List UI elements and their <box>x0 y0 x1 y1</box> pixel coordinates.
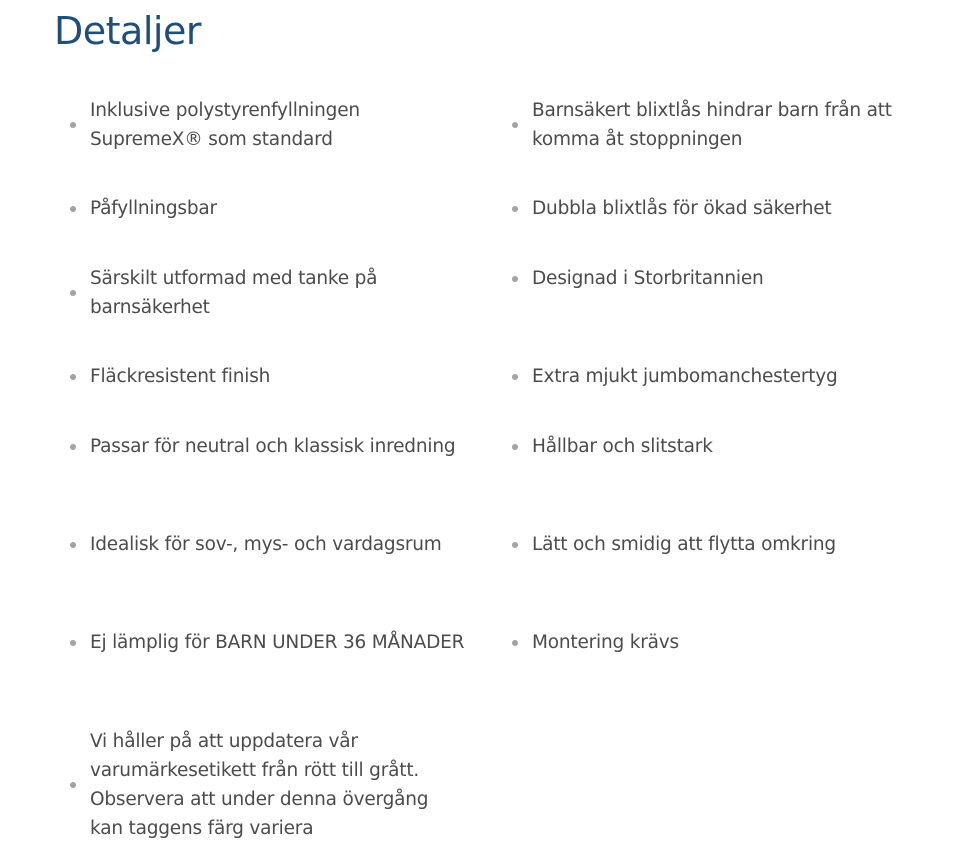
bullet-icon <box>512 444 518 450</box>
detail-text: Extra mjukt jumbomanchestertyg <box>532 366 838 387</box>
bullet-icon <box>512 276 518 282</box>
detail-list-item <box>512 628 952 657</box>
detail-text: Dubbla blixtlås för ökad säkerhet <box>532 198 832 219</box>
detail-list-item <box>512 264 952 293</box>
detail-list-item <box>70 194 470 223</box>
detail-text: Fläckresistent finish <box>90 366 271 387</box>
bullet-icon <box>512 640 518 646</box>
detail-text: Hållbar och slitstark <box>532 436 713 457</box>
detail-list-item <box>512 96 952 154</box>
bullet-icon <box>70 290 76 296</box>
detail-list-item <box>70 628 470 657</box>
detail-list-item <box>512 432 952 461</box>
detail-text: Ej lämplig för BARN UNDER 36 MÅNADER <box>90 632 465 653</box>
bullet-icon <box>70 444 76 450</box>
bullet-icon <box>70 640 76 646</box>
bullet-icon <box>512 122 518 128</box>
bullet-icon <box>512 206 518 212</box>
detail-text: Lätt och smidig att flytta omkring <box>532 534 836 555</box>
detail-text: Vi håller på att uppdatera vår varumärkesetikett från rött till grått. Observera att under denna övergång kan taggens färg variera <box>90 731 429 839</box>
detail-list-item <box>512 530 952 559</box>
bullet-icon <box>512 542 518 548</box>
detail-text: Designad i Storbritannien <box>532 268 764 289</box>
detail-list-item <box>512 362 952 391</box>
detail-list-item <box>70 530 470 559</box>
bullet-icon <box>70 374 76 380</box>
detail-text: Påfyllningsbar <box>90 198 217 219</box>
page-title: Detaljer <box>54 9 201 53</box>
detail-text: Montering krävs <box>532 632 679 653</box>
bullet-icon <box>70 206 76 212</box>
bullet-icon <box>70 122 76 128</box>
bullet-icon <box>512 374 518 380</box>
detail-text: Passar för neutral och klassisk inredning <box>90 436 456 457</box>
detail-text: Idealisk för sov-, mys- och vardagsrum <box>90 534 442 555</box>
detail-list-item <box>70 96 470 154</box>
detail-list-item <box>70 362 470 391</box>
detail-list-item <box>70 432 470 461</box>
detail-list-item <box>512 194 952 223</box>
detail-text: Särskilt utformad med tanke på barnsäkerhet <box>90 268 378 318</box>
detail-list-item <box>70 264 470 322</box>
detail-text: Barnsäkert blixtlås hindrar barn från att komma åt stoppningen <box>532 100 892 150</box>
bullet-icon <box>70 542 76 548</box>
detail-list-item <box>70 727 470 843</box>
bullet-icon <box>70 782 76 788</box>
detail-text: Inklusive polystyrenfyllningen SupremeX® som standard <box>90 100 360 150</box>
